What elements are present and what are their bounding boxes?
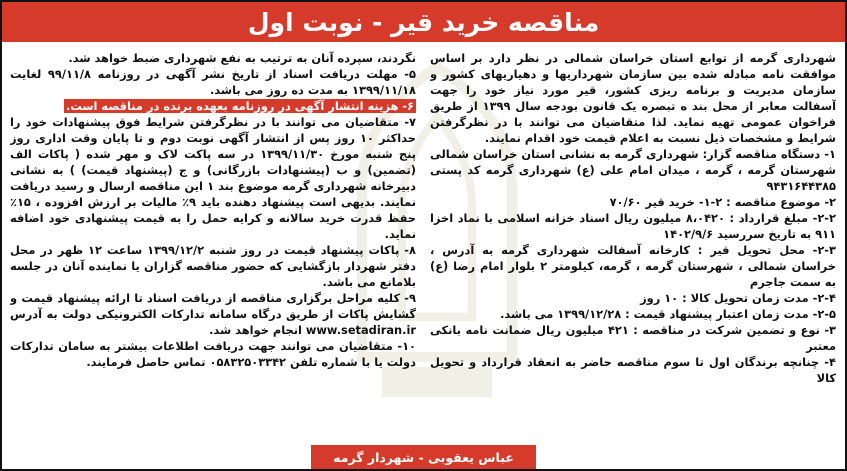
clause-3: ۳- نوع و تضمین شرکت در مناقصه : ۴۲۱ میلیون ریال ضمانت نامه بانکی معتبر bbox=[430, 323, 836, 353]
notice-title-bar bbox=[2, 2, 845, 42]
clause-2-4: ۲-۴- مدت زمان تحویل کالا : ۱۰ روز bbox=[640, 291, 836, 305]
clause-10: ۱۰- متقاضیان می توانند جهت دریافت اطلاعات بیشتر به سامان تدارکات دولت یا با شماره تلفن ۰۵۸۳۲۵۰۳۳۴۲ تماس حاصل فرمایند. bbox=[10, 339, 416, 369]
clause-5: ۵- مهلت دریافت اسناد از تاریخ نشر آگهی در روزنامه ۹۹/۱۱/۸ لغایت ۱۳۹۹/۱۱/۱۸ به مدت ده روز می باشد. bbox=[10, 67, 416, 97]
clause-6 bbox=[10, 98, 416, 114]
notice-title: مناقصه خرید قیر - نوبت اول bbox=[247, 7, 600, 37]
notice-right-column bbox=[430, 50, 836, 442]
clause-2-2: ۲-۲- مبلغ قرارداد : ۸،۰۴۲۰ میلیون ریال اسناد خزانه اسلامی با نماد اخزا ۹۱۱ به تاریخ سررسید ۱۴۰۲/۹/۶ bbox=[430, 211, 836, 241]
clause-8: ۸- پاکات پیشنهاد قیمت در روز شنبه ۱۳۹۹/۱۲/۲ ساعت ۱۲ ظهر در محل دفتر شهردار بازگشایی که حضور مناقصه گزاران یا نماینده آنان در جلسه بلامانع می باشد. bbox=[10, 243, 416, 289]
clause-4-continued: نگردند، سپرده آنان به ترتیب به نفع شهرداری ضبط خواهد شد. bbox=[68, 51, 416, 65]
clause-2-5: ۲-۵- مدت زمان اعتبار پیشنهاد قیمت : ۱۳۹۹/۱۲/۲۸ می باشد. bbox=[500, 307, 836, 321]
notice-footer bbox=[2, 442, 845, 469]
mayor-signature: عباس یعقوبی - شهردار گرمه bbox=[311, 445, 536, 469]
clause-6-highlight: ۶- هزینه انتشار آگهی در روزنامه بعهده برنده در مناقصه است. bbox=[65, 99, 414, 113]
clause-2-3: ۲-۳- محل تحویل قیر : کارخانه آسفالت شهرداری گرمه به آدرس ، خراسان شمالی ، شهرستان گرمه ، گرمه، کیلومتر ۲ بلوار امام رضا (ع) به سمت جاجرم bbox=[430, 243, 836, 289]
intro-paragraph: شهرداری گرمه از توابع استان خراسان شمالی در نظر دارد بر اساس موافقت نامه مبادله شده بین سازمان شهرداریها و دهیاریهای کشور و سازمان مدیریت و برنامه ریزی کشور، قیر مورد نیاز خود را جهت آسفالت معابر از محل بند ه تبصره یک قانون بودجه سال ۱۳۹۹ از طریق فراخوان عمومی تهیه نماید. لذا متقاضیان می توانند با در نظرگرفتن شرایط و مشخصات ذیل نسبت به اعلام قیمت خود اقدام نمایند. bbox=[430, 51, 836, 145]
clause-9: ۹- کلیه مراحل برگزاری مناقصه از دریافت اسناد تا ارائه پیشنهاد قیمت و گشایش پاکات از طریق درگاه سامانه تدارکات الکترونیکی دولت به آدرس www.setadiran.ir انجام خواهد شد. bbox=[10, 291, 416, 337]
clause-4: ۴- چنانچه برندگان اول تا سوم مناقصه حاضر به انعقاد قرارداد و تحویل کالا bbox=[430, 355, 836, 385]
notice-left-column bbox=[10, 50, 416, 442]
clause-7: ۷- متقاضیان می توانند با در نظرگرفتن شرایط فوق پیشنهادات خود را حداکثر ۱۰ روز پس از انتشار آگهی نوبت دوم و تا پایان وقت اداری روز پنج شنبه مورخ ۱۳۹۹/۱۱/۳۰ در سه پاکت لاک و مهر شده ( پاکات الف (تضمین) و ب (پیشنهادات بازرگانی) و ج (پیشنهاد قیمت) ) به نشانی دبیرخانه شهرداری گرمه موضوع بند ۱ این مناقصه ارسال و رسید دریافت نمایند. بدیهی است پیشنهاد دهنده باید ۹٪ مالیات بر ارزش افزوده ، ۱۵٪ حفظ قدرت خرید سالانه و کرایه حمل را به قیمت پیشنهادی خود اضافه نماید. bbox=[10, 115, 416, 241]
clause-2-1: ۲- موضوع مناقصه : ۲-۱- خرید قیر ۷۰/۶۰ bbox=[609, 195, 836, 209]
clause-1: ۱- دستگاه مناقصه گزار: شهرداری گرمه به نشانی استان خراسان شمالی شهرستان گرمه ، گرمه ، میدان امام علی (ع) شهرداری گرمه کد پستی ۹۴۳۱۶۴۴۳۸۵ bbox=[430, 147, 836, 193]
